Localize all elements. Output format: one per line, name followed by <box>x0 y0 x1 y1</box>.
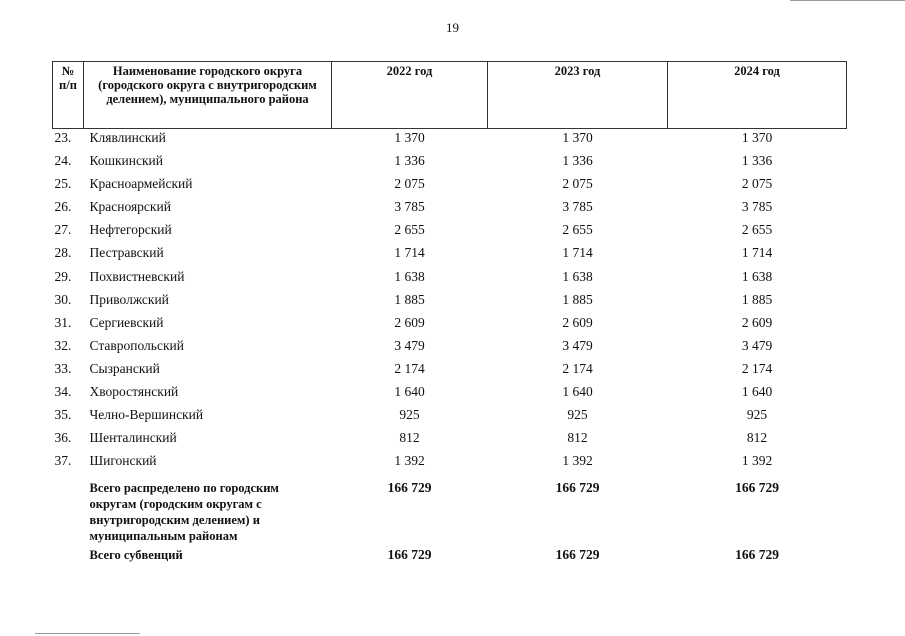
row-number: 31. <box>54 314 72 330</box>
row-value-2024: 2 174 <box>741 360 773 376</box>
row-name: Клявлинский <box>89 130 166 145</box>
total-subventions-2022: 166 729 <box>387 547 432 563</box>
row-value-2022: 2 655 <box>394 222 425 238</box>
row-value-2022: 3 479 <box>394 337 425 353</box>
row-value-2024: 3 479 <box>741 337 773 353</box>
row-name: Хворостянский <box>89 384 179 400</box>
row-value-2023: 1 370 <box>562 130 593 145</box>
row-name: Шенталинский <box>89 430 177 446</box>
row-name: Приволжский <box>89 291 169 307</box>
row-number: 28. <box>54 245 72 261</box>
total-distributed-2022: 166 729 <box>387 480 432 496</box>
table-row <box>53 406 847 429</box>
row-value-2022: 1 370 <box>394 130 425 145</box>
row-name: Ставропольский <box>89 337 184 353</box>
row-name: Кошкинский <box>89 153 163 169</box>
row-number: 29. <box>54 268 72 284</box>
table-row <box>53 152 847 175</box>
row-value-2022: 2 174 <box>394 360 425 376</box>
row-name: Сергиевский <box>89 314 164 330</box>
header-municipality-name: Наименование городского округа (городского округа с внутригородским делением), муниципального района <box>84 62 332 129</box>
subvention-table <box>52 61 847 563</box>
table-row <box>53 291 847 314</box>
row-name: Шигонский <box>89 453 157 469</box>
row-value-2023: 2 075 <box>562 176 593 192</box>
row-number: 26. <box>54 199 72 215</box>
row-name: Нефтегорский <box>89 222 172 238</box>
row-value-2023: 1 714 <box>562 245 593 261</box>
table-row <box>53 268 847 291</box>
header-year-2023: 2023 год <box>488 62 668 129</box>
row-value-2023: 812 <box>567 430 588 446</box>
row-name: Похвистневский <box>89 268 185 284</box>
scan-edge-line-bottom <box>35 633 140 634</box>
total-distributed-row <box>53 475 847 544</box>
row-value-2023: 925 <box>567 407 588 423</box>
table-row <box>53 198 847 221</box>
row-number: 30. <box>54 291 72 307</box>
table-row <box>53 175 847 198</box>
total-subventions-label: Всего субвенций <box>89 548 183 563</box>
row-value-2024: 1 370 <box>741 130 773 145</box>
total-subventions-row <box>53 544 847 563</box>
row-value-2022: 812 <box>399 430 420 446</box>
table-row <box>53 337 847 360</box>
row-value-2022: 1 638 <box>394 268 425 284</box>
row-number: 35. <box>54 407 72 423</box>
row-value-2024: 1 392 <box>741 453 773 469</box>
row-value-2023: 1 392 <box>562 453 593 469</box>
row-value-2024: 2 075 <box>741 176 773 192</box>
table-row <box>53 429 847 452</box>
header-row <box>53 62 847 129</box>
row-value-2022: 925 <box>399 407 420 423</box>
row-value-2023: 3 479 <box>562 337 593 353</box>
row-value-2024: 2 609 <box>741 314 773 330</box>
row-number: 37. <box>54 453 72 469</box>
row-number: 23. <box>54 130 72 145</box>
row-value-2022: 2 075 <box>394 176 425 192</box>
row-value-2023: 2 174 <box>562 360 593 376</box>
total-distributed-label: Всего распределено по городским округам (городским округам с внутригородским делением) и муниципальным районам <box>89 481 279 544</box>
row-number: 25. <box>54 176 72 192</box>
row-value-2023: 1 336 <box>562 153 593 169</box>
subvention-table-container <box>52 61 846 563</box>
total-subventions-number-cell <box>53 544 84 563</box>
row-value-2024: 2 655 <box>741 222 773 238</box>
row-name: Красноярский <box>89 199 171 215</box>
row-name: Челно-Вершинский <box>89 407 204 423</box>
table-row <box>53 383 847 406</box>
row-name: Пестравский <box>89 245 164 261</box>
total-distributed-number-cell <box>53 475 84 544</box>
row-value-2024: 925 <box>746 407 768 423</box>
row-value-2024: 3 785 <box>741 199 773 215</box>
total-subventions-2023: 166 729 <box>555 547 600 563</box>
row-number: 33. <box>54 360 72 376</box>
row-value-2023: 2 609 <box>562 314 593 330</box>
row-name: Сызранский <box>89 360 160 376</box>
table-row <box>53 129 847 153</box>
row-value-2023: 1 638 <box>562 268 593 284</box>
row-value-2022: 1 392 <box>394 453 425 469</box>
row-value-2022: 1 336 <box>394 153 425 169</box>
row-number: 36. <box>54 430 72 446</box>
row-number: 32. <box>54 337 72 353</box>
total-subventions-2024: 166 729 <box>735 547 779 563</box>
row-value-2022: 1 640 <box>394 384 425 400</box>
row-value-2024: 812 <box>746 430 768 446</box>
row-number: 24. <box>54 153 72 169</box>
row-value-2024: 1 638 <box>741 268 773 284</box>
row-value-2022: 1 714 <box>394 245 425 261</box>
row-value-2022: 2 609 <box>394 314 425 330</box>
scan-edge-line-top <box>790 0 905 1</box>
header-year-2022: 2022 год <box>332 62 488 129</box>
table-row <box>53 244 847 267</box>
table-body <box>53 129 847 564</box>
total-distributed-2024: 166 729 <box>735 480 779 496</box>
row-value-2024: 1 640 <box>741 384 773 400</box>
table-row <box>53 452 847 475</box>
table-row <box>53 221 847 244</box>
table-row <box>53 360 847 383</box>
row-value-2023: 1 885 <box>562 291 593 307</box>
row-value-2024: 1 885 <box>741 291 773 307</box>
total-distributed-2023: 166 729 <box>555 480 600 496</box>
row-number: 27. <box>54 222 72 238</box>
header-number: № п/п <box>53 62 84 129</box>
row-value-2023: 2 655 <box>562 222 593 238</box>
page-number: 19 <box>446 20 459 35</box>
table-row <box>53 314 847 337</box>
row-number: 34. <box>54 384 72 400</box>
header-year-2024: 2024 год <box>668 62 847 129</box>
row-value-2022: 3 785 <box>394 199 425 215</box>
row-value-2024: 1 336 <box>741 153 773 169</box>
row-value-2022: 1 885 <box>394 291 425 307</box>
row-value-2023: 1 640 <box>562 384 593 400</box>
row-value-2023: 3 785 <box>562 199 593 215</box>
row-value-2024: 1 714 <box>741 245 773 261</box>
table-header <box>53 62 847 129</box>
row-name: Красноармейский <box>89 176 193 192</box>
